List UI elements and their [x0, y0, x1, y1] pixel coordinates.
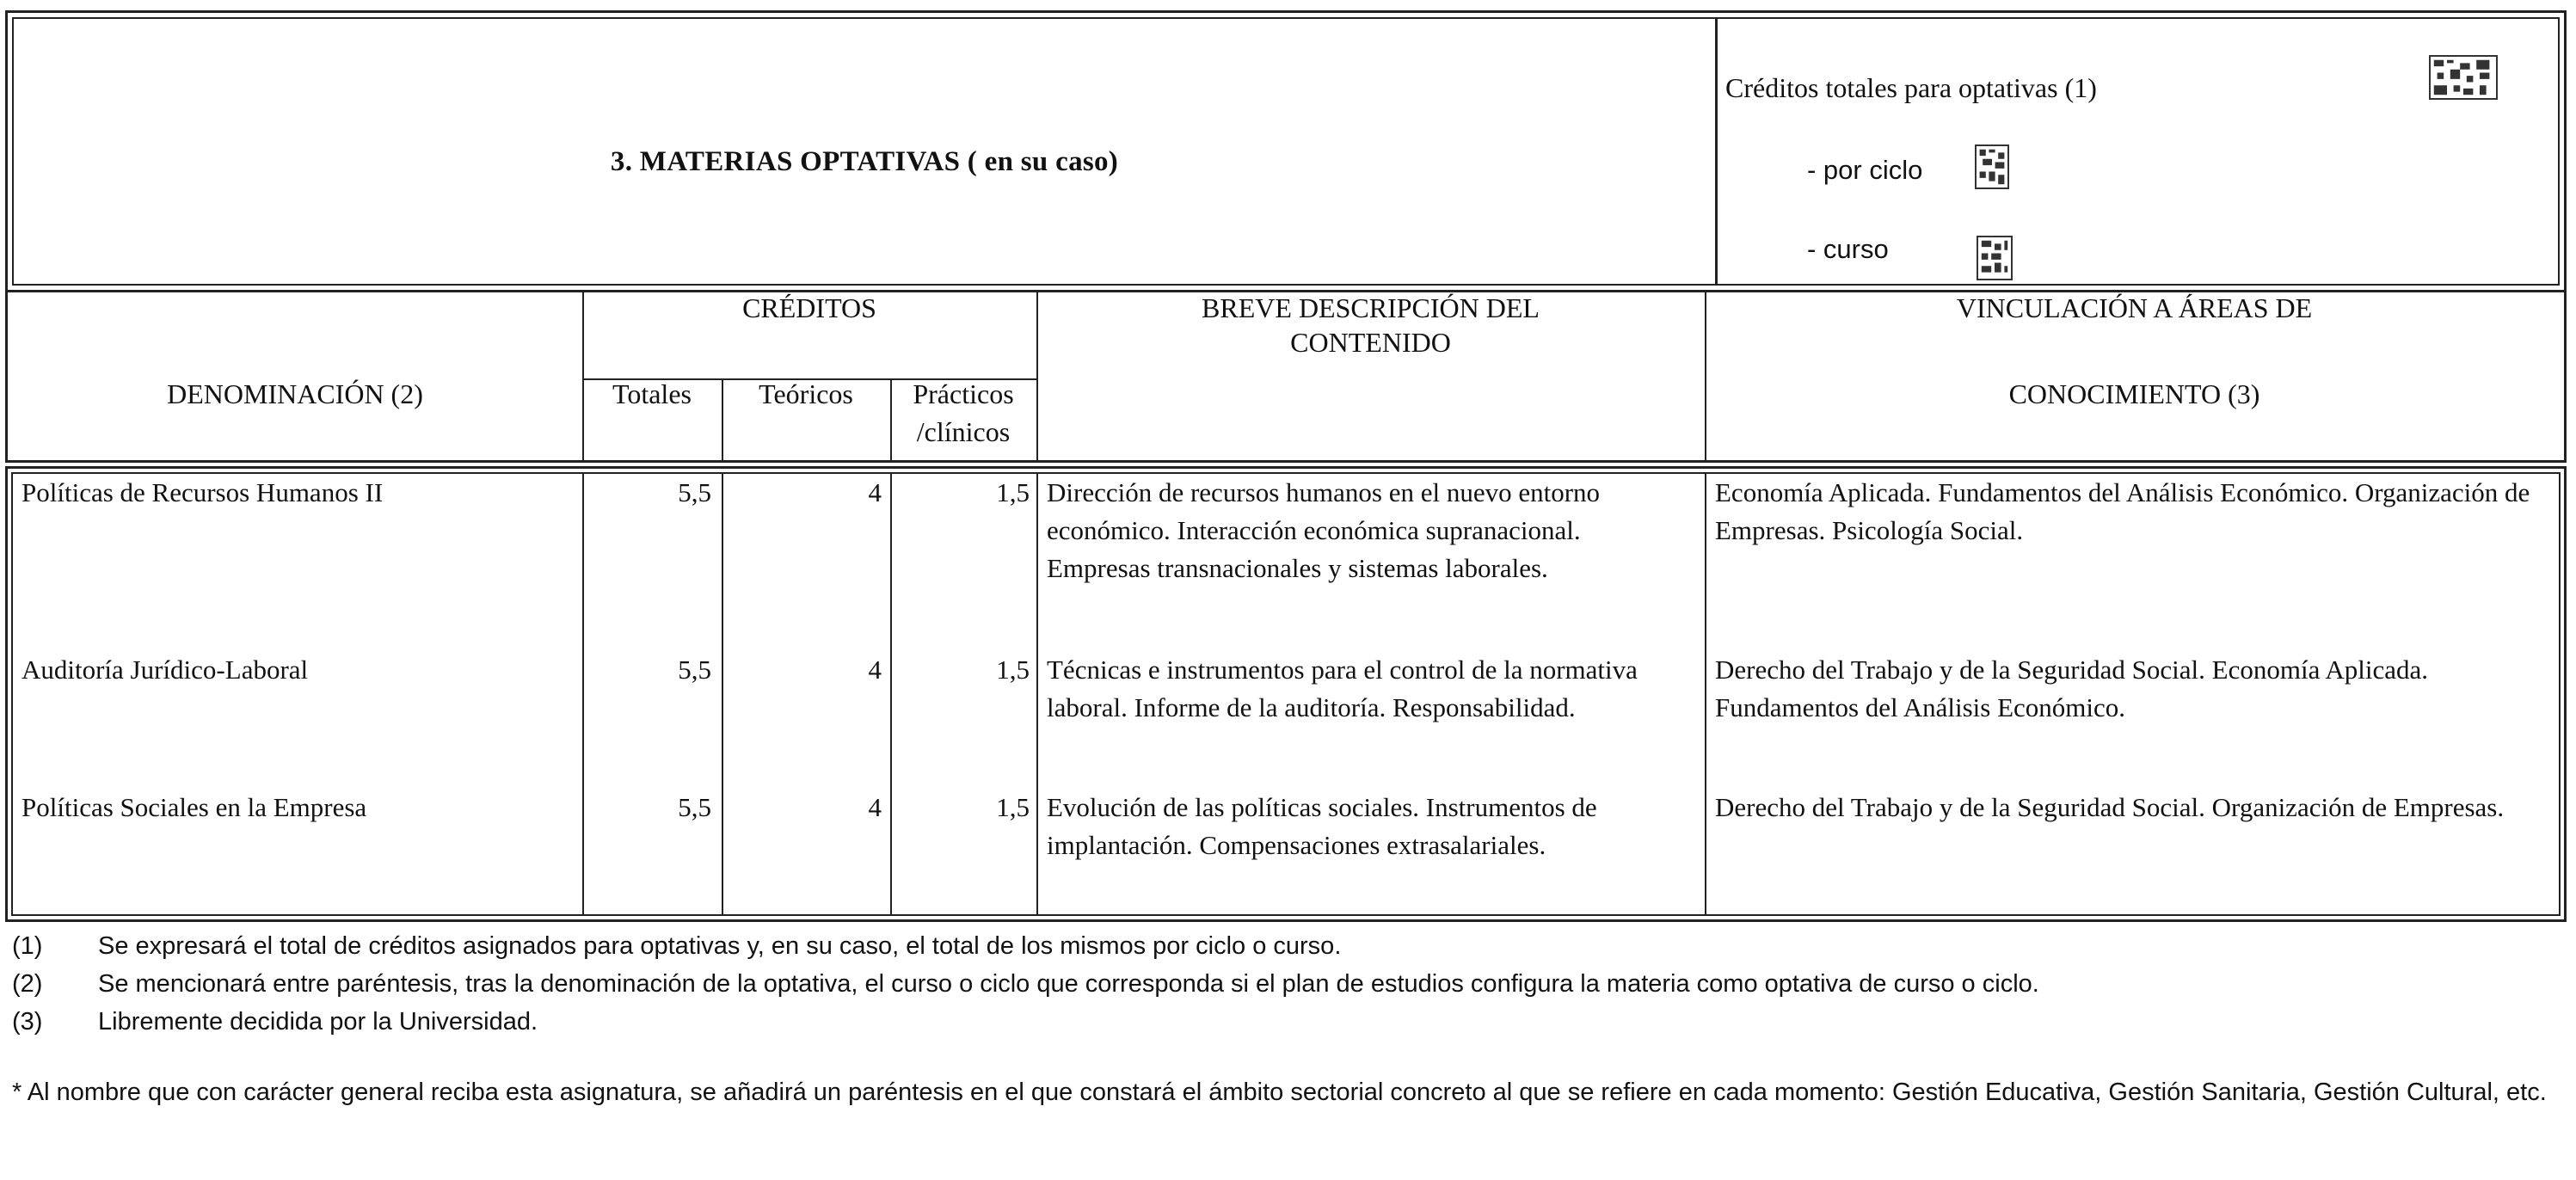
column-divider: [890, 474, 892, 914]
row-3-denominacion: Políticas Sociales en la Empresa: [22, 792, 367, 822]
header-practicos: Prácticos: [913, 378, 1014, 409]
header-descripcion: BREVE DESCRIPCIÓN DEL: [1202, 292, 1540, 323]
footnote-text: Se mencionará entre paréntesis, tras la denominación de la optativa, el curso o ciclo que corresponda si el plan de estudios configura la materia como optativa de curso o ciclo.: [98, 970, 2039, 998]
column-divider: [1036, 474, 1038, 914]
row-2-teoricos: 4: [868, 655, 882, 685]
header-conocimiento: CONOCIMIENTO (3): [2008, 378, 2260, 409]
column-divider: [582, 474, 584, 914]
section-header-divider: [1715, 19, 1718, 284]
row-1-totales: 5,5: [678, 477, 711, 507]
row-2-descripcion: Técnicas e instrumentos para el control de la normativa laboral. Informe de la auditoría. Responsabilidad.: [1047, 655, 1638, 722]
table-body-inner-frame: [11, 472, 2561, 916]
footnote-3: [12, 1003, 2039, 1041]
row-3-totales: 5,5: [678, 792, 711, 822]
footnote-number: (1): [12, 932, 43, 960]
header-creditos: CRÉDITOS: [742, 292, 876, 323]
footnote-text: Se expresará el total de créditos asignados para optativas y, en su caso, el total de los mismos por ciclo o curso.: [98, 932, 1342, 960]
footnote-2: [12, 965, 2039, 1003]
header-clinicos: /clínicos: [916, 416, 1011, 447]
row-2-vinculacion: Derecho del Trabajo y de la Seguridad Social. Economía Aplicada. Fundamentos del Análisis Económico.: [1715, 655, 2429, 722]
por-ciclo-label: - por ciclo: [1807, 155, 1923, 185]
row-3-practicos: 1,5: [996, 792, 1030, 822]
column-divider: [1705, 474, 1706, 914]
por-ciclo-code-stamp: [1975, 144, 2009, 189]
table-header: [5, 292, 2567, 463]
row-1-teoricos: 4: [868, 477, 882, 507]
header-teoricos: Teóricos: [759, 378, 853, 409]
row-2-totales: 5,5: [678, 655, 711, 685]
credits-total-label: Créditos totales para optativas (1): [1725, 72, 2097, 103]
section-header-inner-frame: [12, 17, 2560, 286]
section-header-box: [5, 10, 2567, 292]
credits-total-code-stamp: [2429, 55, 2498, 100]
header-denominacion: DENOMINACIÓN (2): [167, 378, 423, 409]
header-vinculacion: VINCULACIÓN A ÁREAS DE: [1956, 292, 2313, 323]
footnote-text: Libremente decidida por la Universidad.: [98, 1008, 538, 1036]
column-divider: [722, 474, 723, 914]
row-2-denominacion: Auditoría Jurídico-Laboral: [22, 655, 309, 685]
curso-code-stamp: [1977, 236, 2013, 280]
header-totales: Totales: [612, 378, 692, 409]
row-3-teoricos: 4: [868, 792, 882, 822]
row-1-vinculacion: Economía Aplicada. Fundamentos del Análisis Económico. Organización de Empresas. Psicología Social.: [1715, 477, 2530, 545]
row-3-vinculacion: Derecho del Trabajo y de la Seguridad Social. Organización de Empresas.: [1715, 792, 2505, 822]
general-note: * Al nombre que con carácter general reciba esta asignatura, se añadirá un paréntesis en el que constará el ámbito sectorial concreto al que se refiere en cada momento: Gestión Educativa, Gestión Sanitaria, Gestión Cultural, etc.: [12, 1079, 2547, 1106]
row-3-descripcion: Evolución de las políticas sociales. Instrumentos de implantación. Compensaciones extrasalariales.: [1047, 792, 1597, 860]
row-1-denominacion: Políticas de Recursos Humanos II: [22, 477, 384, 507]
footnote-number: (3): [12, 1008, 43, 1036]
footnote-number: (2): [12, 970, 43, 998]
row-1-descripcion: Dirección de recursos humanos en el nuevo entorno económico. Interacción económica supranacional. Empresas transnacionales y sistemas laborales.: [1047, 477, 1601, 583]
table-body: [5, 466, 2567, 922]
footnote-1: [12, 927, 2039, 965]
footnotes: [12, 927, 2039, 1041]
header-contenido: CONTENIDO: [1290, 327, 1451, 358]
row-1-practicos: 1,5: [996, 477, 1030, 507]
section-title: 3. MATERIAS OPTATIVAS ( en su caso): [610, 146, 1119, 177]
curso-label: - curso: [1807, 234, 1889, 264]
row-2-practicos: 1,5: [996, 655, 1030, 685]
